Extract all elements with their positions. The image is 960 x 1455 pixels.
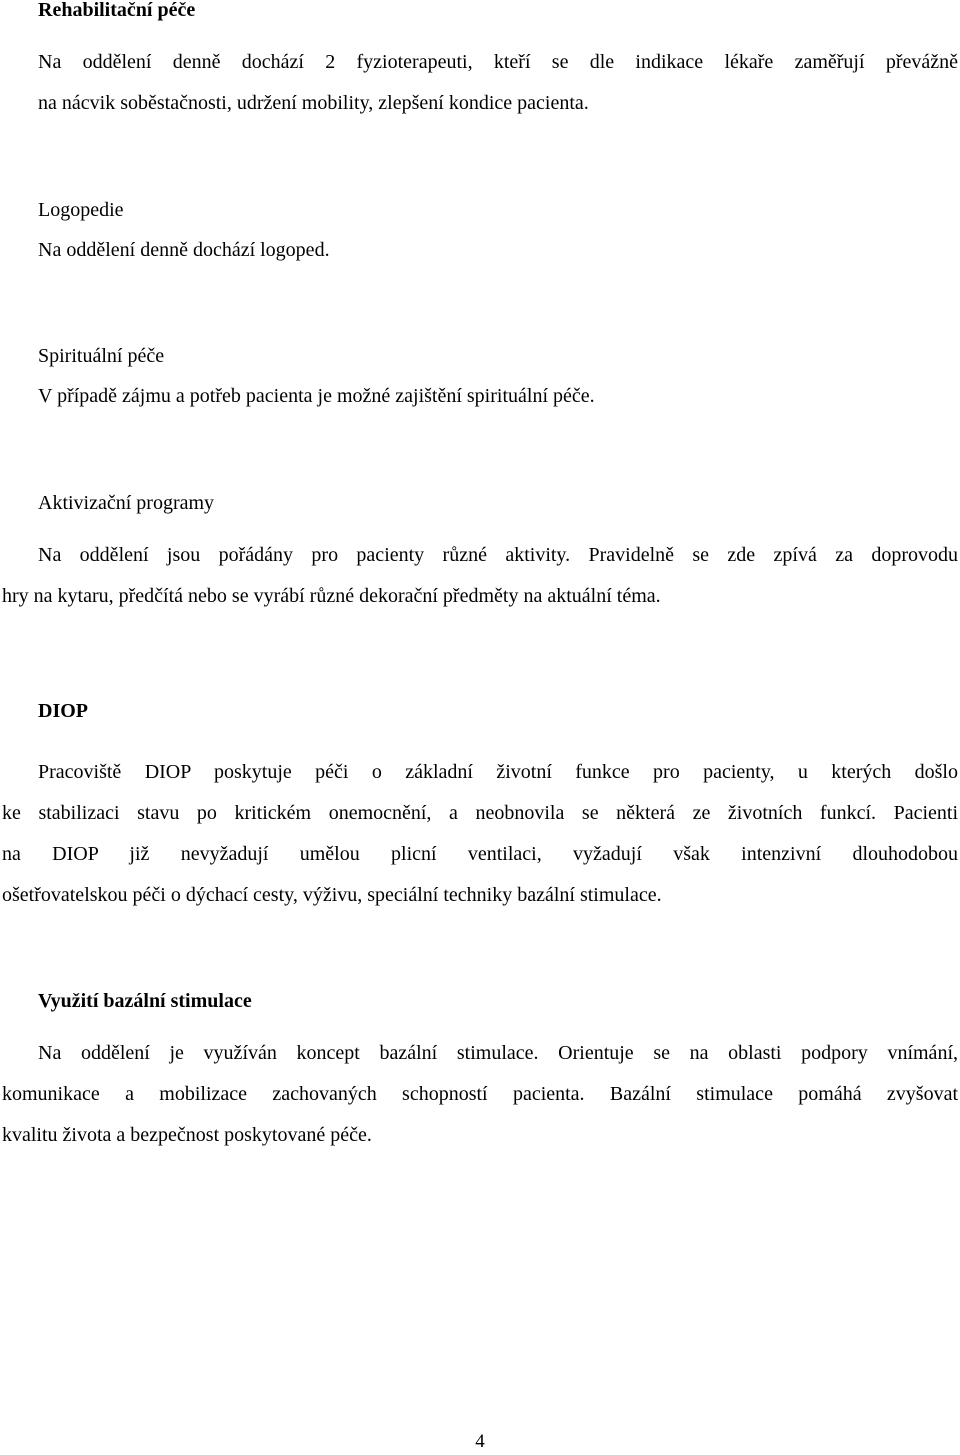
heading-aktivizacni-programy: Aktivizační programy (38, 492, 215, 514)
paragraph-rehab-line1: Na oddělení denně dochází 2 fyzioterapeuti, kteří se dle indikace lékaře zaměřují převážně (38, 51, 958, 73)
paragraph-spiritualni: V případě zájmu a potřeb pacienta je možné zajištění spirituální péče. (38, 385, 595, 407)
paragraph-logopedie: Na oddělení denně dochází logoped. (38, 239, 330, 261)
paragraph-diop-line1: Pracoviště DIOP poskytuje péči o základní životní funkce pro pacienty, u kterých došlo (38, 761, 958, 783)
paragraph-bazalni-line1: Na oddělení je využíván koncept bazální stimulace. Orientuje se na oblasti podpory vnímání, (38, 1042, 958, 1064)
page-number: 4 (475, 1431, 485, 1452)
paragraph-diop-line4: ošetřovatelskou péči o dýchací cesty, výživu, speciální techniky bazální stimulace. (2, 884, 662, 906)
paragraph-aktivizace-line1: Na oddělení jsou pořádány pro pacienty různé aktivity. Pravidelně se zde zpívá za doprovodu (38, 544, 958, 566)
paragraph-bazalni-line2: komunikace a mobilizace zachovaných schopností pacienta. Bazální stimulace pomáhá zvyšovat (2, 1083, 958, 1105)
paragraph-diop-line2: ke stabilizaci stavu po kritickém onemocnění, a neobnovila se některá ze životních funkcí. Pacienti (2, 802, 958, 824)
paragraph-aktivizace-line2: hry na kytaru, předčítá nebo se vyrábí různé dekorační předměty na aktuální téma. (2, 585, 661, 607)
paragraph-diop-line3: na DIOP již nevyžadují umělou plicní ventilaci, vyžadují však intenzivní dlouhodobou (2, 843, 958, 865)
heading-diop: DIOP (38, 700, 88, 722)
heading-spiritualni-pece: Spirituální péče (38, 345, 165, 367)
heading-rehabilitacni-pece: Rehabilitační péče (38, 0, 196, 21)
paragraph-rehab-line2: na nácvik soběstačnosti, udržení mobility, zlepšení kondice pacienta. (38, 92, 589, 114)
paragraph-bazalni-line3: kvalitu života a bezpečnost poskytované péče. (2, 1124, 372, 1146)
heading-vyuziti-bazalni-stimulace: Využití bazální stimulace (38, 990, 252, 1012)
heading-logopedie: Logopedie (38, 199, 124, 221)
